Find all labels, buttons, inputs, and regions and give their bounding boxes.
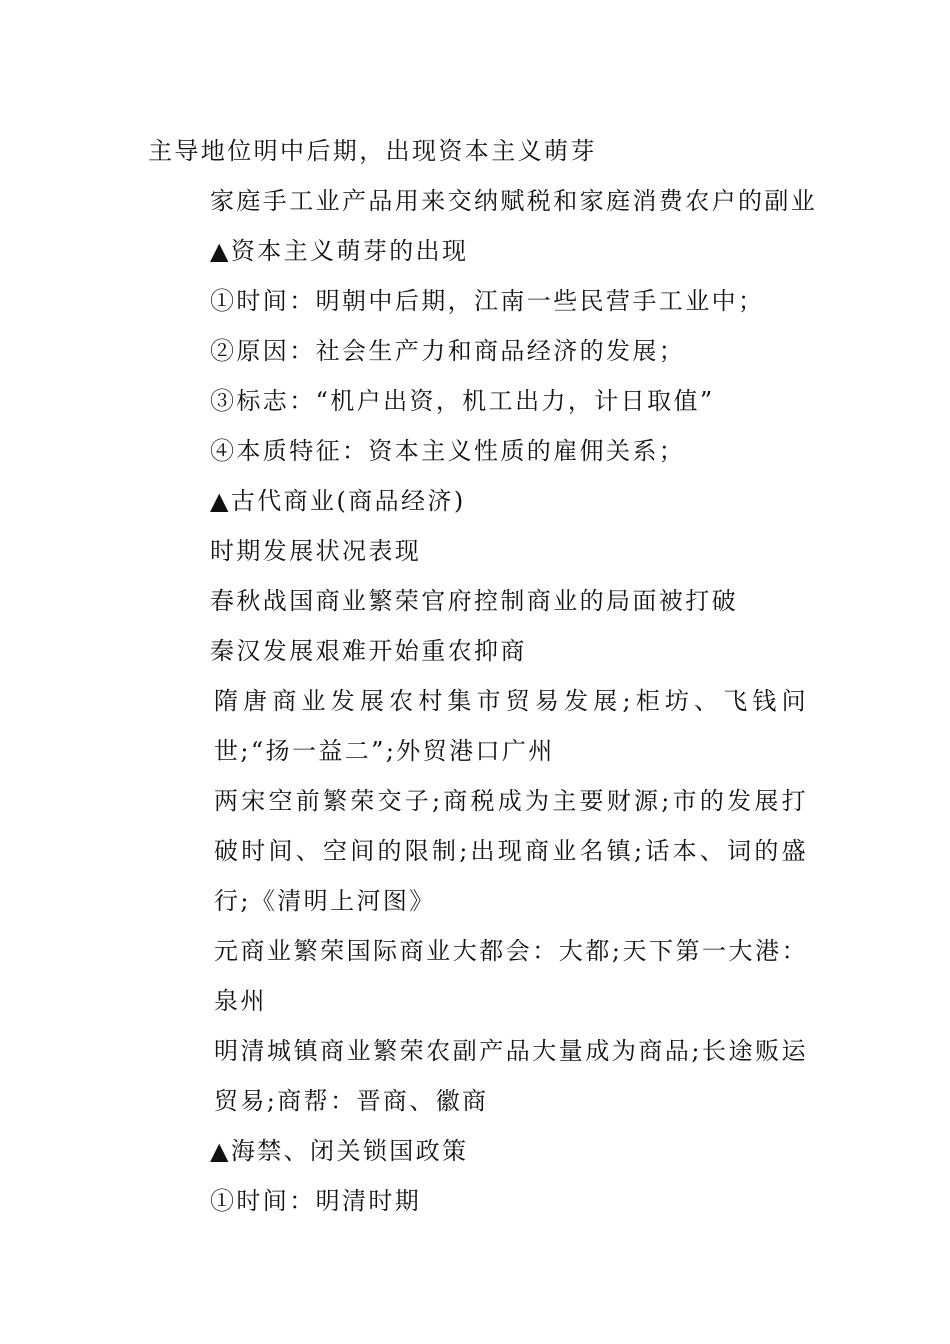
section-heading-sea-ban: ▲海禁、闭关锁国政策 bbox=[210, 1137, 469, 1165]
section-heading-capitalism-sprouts: ▲资本主义萌芽的出现 bbox=[210, 237, 469, 265]
list-item-sign: ③标志：“机户出资，机工出力，计日取值” bbox=[210, 387, 715, 415]
period-line-song: 两宋空前繁荣交子;商税成为主要财源;市的发展打破时间、空间的限制;出现商业名镇;话本、词的盛行;《清明上河图》 bbox=[214, 787, 808, 915]
list-item-reason: ②原因：社会生产力和商品经济的发展； bbox=[210, 337, 686, 365]
period-line-spring-autumn: 春秋战国商业繁荣官府控制商业的局面被打破 bbox=[210, 587, 738, 615]
period-line-sui-tang: 隋唐商业发展农村集市贸易发展;柜坊、飞钱问世;“扬一益二”;外贸港口广州 bbox=[214, 687, 808, 765]
list-item-time: ①时间：明朝中后期，江南一些民营手工业中； bbox=[210, 287, 765, 315]
period-line-qin-han: 秦汉发展艰难开始重农抑商 bbox=[210, 637, 527, 665]
period-line-ming-qing: 明清城镇商业繁荣农副产品大量成为商品;长途贩运贸易;商帮：晋商、徽商 bbox=[214, 1037, 808, 1115]
section-heading-ancient-commerce: ▲古代商业(商品经济) bbox=[210, 487, 466, 515]
period-line-yuan: 元商业繁荣国际商业大都会：大都;天下第一大港：泉州 bbox=[214, 937, 808, 1015]
list-item-sea-ban-time: ①时间：明清时期 bbox=[210, 1187, 422, 1215]
list-item-essence: ④本质特征：资本主义性质的雇佣关系； bbox=[210, 437, 686, 465]
text-line-continuation: 主导地位明中后期，出现资本主义萌芽 bbox=[148, 137, 597, 165]
document-body bbox=[148, 126, 818, 1226]
text-line-handicraft: 家庭手工业产品用来交纳赋税和家庭消费农户的副业 bbox=[210, 187, 818, 215]
table-header-line: 时期发展状况表现 bbox=[210, 537, 422, 565]
